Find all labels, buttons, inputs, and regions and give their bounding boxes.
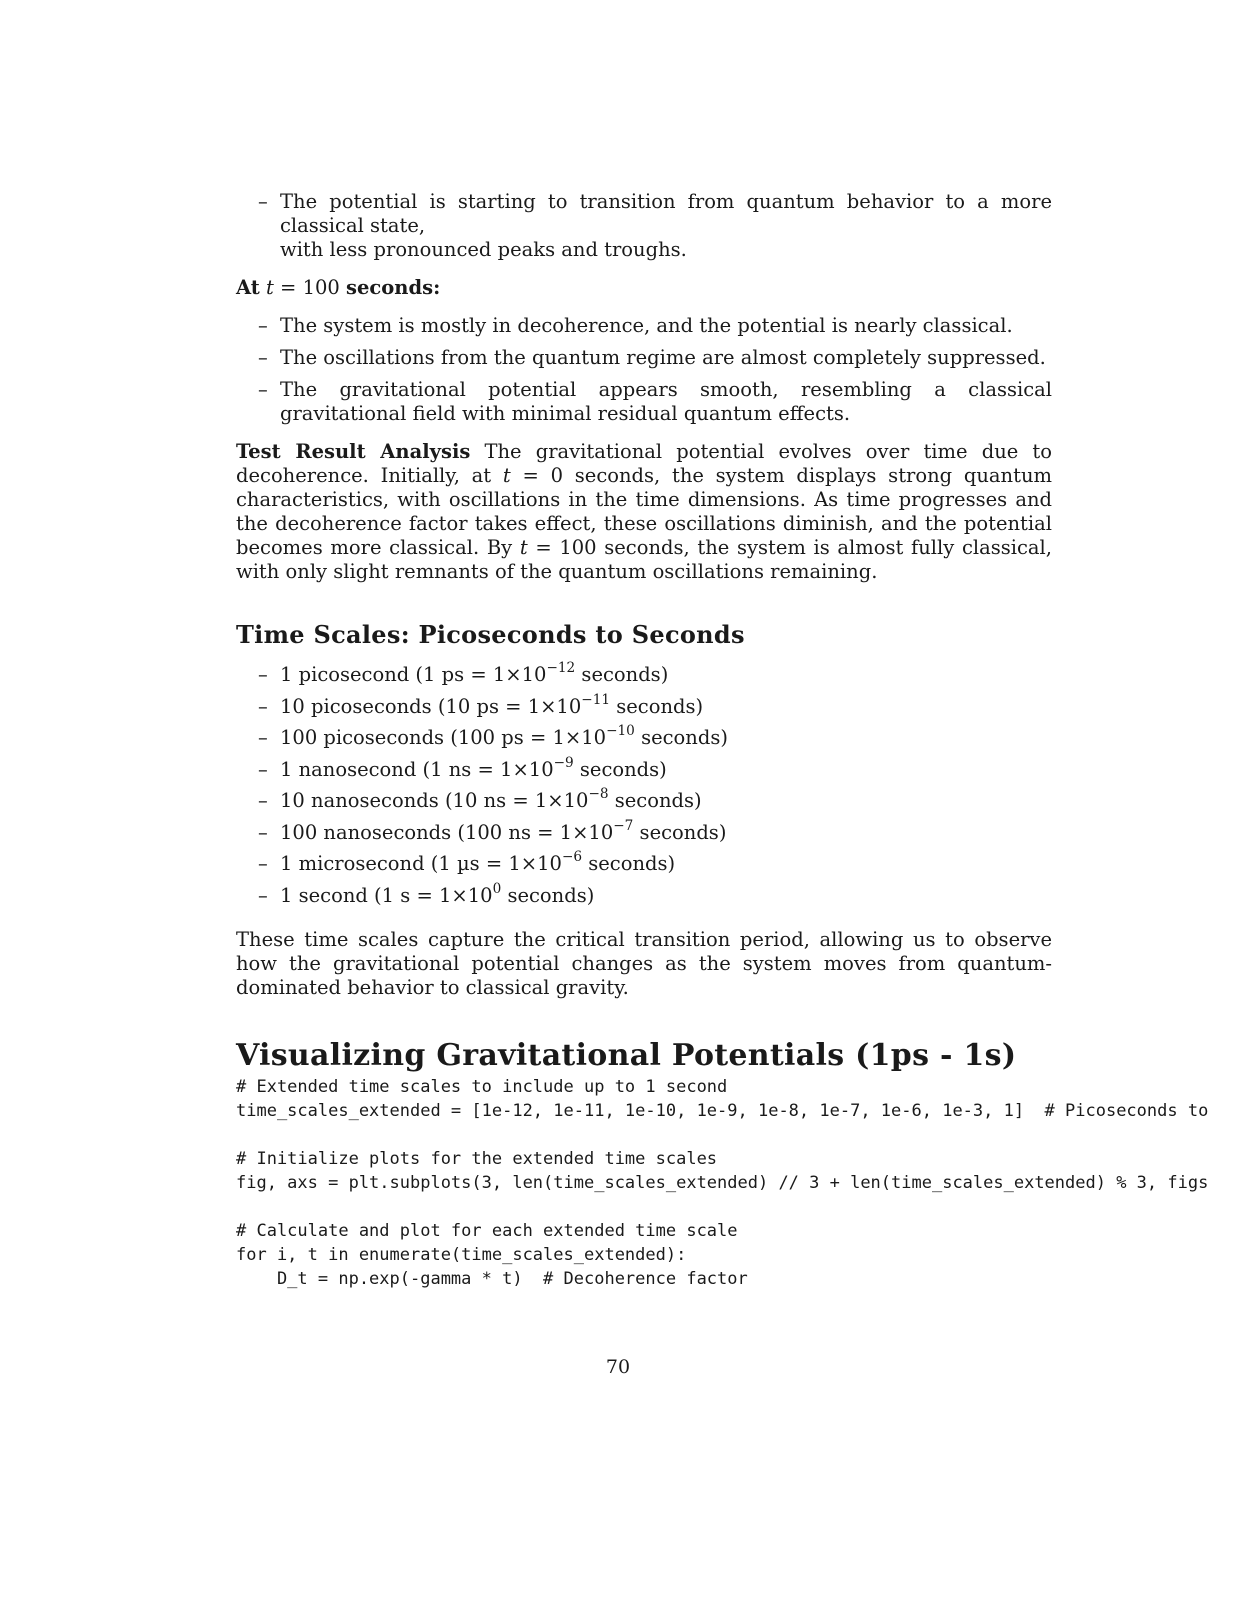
analysis-text-3: = 100 seconds, the system is almost fully classical, with only slight remnants of the quantum oscillations remaining. bbox=[236, 536, 1052, 583]
item-text-end: seconds) bbox=[634, 726, 728, 749]
item-text-end: seconds) bbox=[582, 852, 676, 875]
item-text: 10 picoseconds (10 ps = 1×10 bbox=[280, 694, 582, 718]
dash-bullet: – bbox=[258, 346, 268, 369]
item-text: 100 nanoseconds (100 ns = 1×10 bbox=[280, 820, 614, 844]
dash-bullet: – bbox=[258, 694, 268, 718]
item-text: 1 second (1 s = 1×10 bbox=[280, 883, 493, 907]
list-item bbox=[236, 880, 1052, 908]
t100-heading bbox=[236, 276, 1052, 300]
analysis-title: Test Result Analysis bbox=[236, 440, 471, 463]
dash-bullet: – bbox=[258, 314, 268, 337]
list-item-text: The potential is starting to transition from quantum behavior to a more classical state, bbox=[280, 190, 1052, 237]
list-item bbox=[236, 723, 1052, 750]
var-t: t bbox=[519, 536, 528, 559]
exponent: −12 bbox=[546, 660, 576, 677]
item-text-end: seconds) bbox=[575, 663, 669, 686]
exponent: −7 bbox=[613, 817, 634, 834]
analysis-paragraph bbox=[236, 440, 1052, 584]
list-item bbox=[236, 378, 1052, 426]
page-content bbox=[236, 190, 1052, 1073]
item-text: 1 picosecond (1 ps = 1×10 bbox=[280, 663, 547, 686]
label-at: At bbox=[236, 276, 260, 299]
var-t: t bbox=[502, 464, 511, 487]
dash-bullet: – bbox=[258, 190, 268, 213]
exponent: 0 bbox=[492, 880, 502, 897]
item-text-end: seconds) bbox=[610, 694, 704, 718]
page-number: 70 bbox=[605, 1356, 631, 1378]
list-item bbox=[236, 190, 1052, 262]
list-item bbox=[236, 691, 1052, 719]
item-text-end: seconds) bbox=[501, 883, 595, 907]
list-item bbox=[236, 849, 1052, 876]
exponent: −11 bbox=[581, 691, 611, 708]
exponent: −6 bbox=[561, 849, 583, 866]
dash-bullet: – bbox=[258, 663, 268, 686]
exponent: −10 bbox=[606, 723, 635, 740]
item-text: 1 nanosecond (1 ns = 1×10 bbox=[280, 757, 554, 781]
list-item bbox=[236, 817, 1052, 845]
dash-bullet: – bbox=[258, 852, 268, 875]
dash-bullet: – bbox=[258, 789, 268, 812]
time-scales-list bbox=[236, 660, 1052, 908]
item-text: 10 nanoseconds (10 ns = 1×10 bbox=[280, 789, 589, 812]
time-scales-summary: These time scales capture the critical transition period, allowing us to observe how the gravitational potential changes as the system moves from quantum-dominated behavior to classical gravity. bbox=[236, 927, 1052, 999]
code-text: # Extended time scales to include up to 1 second time_scales_extended = [1e-12, 1e-11, 1e-10, 1e-9, 1e-8, 1e-7, 1e-6, 1e-3, 1] # Picoseconds to # Initialize plots for the extended time scales fig, axs = plt.subplots(3, len(time_scales_extended) // 3 + len(time_scales_extended) % 3, figs # Calculate and plot for each extended time scale for i, t in enumerate(time_scales_extended): D_t = np.exp(-gamma * t) # Decoherence factor bbox=[236, 1077, 1209, 1289]
var-t: t bbox=[266, 276, 274, 299]
dash-bullet: – bbox=[258, 378, 268, 401]
list-item-text: The oscillations from the quantum regime are almost completely suppressed. bbox=[280, 346, 1046, 369]
list-item bbox=[236, 346, 1052, 370]
dash-bullet: – bbox=[258, 757, 268, 781]
item-text-end: seconds) bbox=[573, 757, 667, 781]
analysis-text-2: = 0 seconds, the system displays strong quantum characteristics, with oscillations in the time dimensions. As time progresses and the decoherence factor takes effect, these oscillations diminish, and the potential becomes more classical. By bbox=[236, 464, 1053, 559]
item-text: 100 picoseconds (100 ps = 1×10 bbox=[280, 726, 607, 749]
list-item bbox=[236, 754, 1052, 782]
label-seconds: seconds: bbox=[346, 276, 441, 299]
section-heading-time-scales: Time Scales: Picoseconds to Seconds bbox=[236, 620, 745, 649]
item-text: 1 microsecond (1 µs = 1×10 bbox=[280, 852, 562, 875]
list-item bbox=[236, 314, 1052, 338]
item-text-end: seconds) bbox=[633, 820, 727, 844]
exponent: −9 bbox=[553, 754, 574, 771]
section-heading-visualizing: Visualizing Gravitational Potentials (1ps - 1s) bbox=[236, 1037, 1017, 1073]
list-item-text: The system is mostly in decoherence, and the potential is nearly classical. bbox=[280, 314, 1013, 337]
exponent: −8 bbox=[588, 786, 609, 803]
list-item-text: The gravitational potential appears smooth, resembling a classical gravitational field with minimal residual quantum effects. bbox=[280, 378, 1052, 425]
list-item bbox=[236, 660, 1052, 687]
dash-bullet: – bbox=[258, 820, 268, 844]
dash-bullet: – bbox=[258, 726, 268, 749]
code-block bbox=[236, 1075, 1236, 1291]
analysis-text-1: The gravitational potential evolves over time due to decoherence. Initially, at bbox=[236, 440, 1052, 487]
list-item-text-cont: with less pronounced peaks and troughs. bbox=[280, 238, 687, 261]
eq-100: = 100 bbox=[280, 276, 340, 299]
dash-bullet: – bbox=[258, 883, 268, 907]
list-item bbox=[236, 786, 1052, 813]
item-text-end: seconds) bbox=[608, 789, 702, 812]
